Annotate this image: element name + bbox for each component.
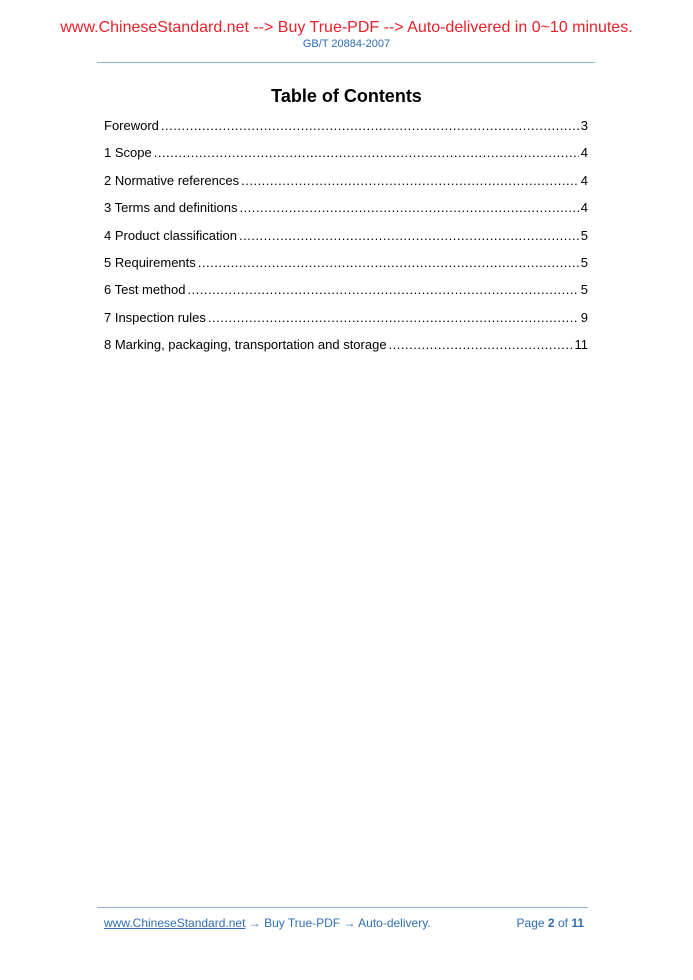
toc-entry-label: 2 Normative references xyxy=(104,172,240,188)
standard-code: GB/T 20884-2007 xyxy=(302,38,391,50)
toc-entry-label: 7 Inspection rules xyxy=(104,309,206,325)
header-divider xyxy=(97,62,595,63)
total-pages-number: 11 xyxy=(571,916,584,930)
toc-entry-normative-references[interactable] xyxy=(104,173,588,200)
page-footer xyxy=(104,915,588,933)
toc-entry-page: 5 xyxy=(580,227,588,243)
toc-entry-requirements[interactable] xyxy=(104,255,588,282)
footer-divider xyxy=(97,907,588,908)
dot-leader xyxy=(161,118,579,134)
toc-entry-page: 5 xyxy=(580,282,588,298)
of-label: of xyxy=(557,916,568,930)
toc-entry-label: 3 Terms and definitions xyxy=(104,200,238,216)
toc-entry-page: 4 xyxy=(580,200,588,216)
toc-entry-page: 4 xyxy=(580,145,588,161)
dot-leader xyxy=(239,200,578,216)
toc-entry-label: 4 Product classification xyxy=(104,227,237,243)
footer-buy-text: Buy True-PDF xyxy=(264,916,341,930)
arrow-right-icon: → xyxy=(248,916,261,930)
footer-delivery-text: Auto-delivery. xyxy=(358,916,431,930)
current-page-number: 2 xyxy=(547,916,555,930)
toc-list xyxy=(104,118,588,365)
dot-leader xyxy=(241,173,579,189)
toc-entry-page: 4 xyxy=(580,172,588,188)
toc-entry-product-classification[interactable] xyxy=(104,228,588,255)
toc-entry-marking-packaging[interactable] xyxy=(104,337,588,364)
footer-promo xyxy=(104,915,431,931)
top-banner[interactable]: www.ChineseStandard.net --> Buy True-PDF --> Auto-delivered in 0~10 minutes. xyxy=(60,19,633,36)
toc-entry-scope[interactable] xyxy=(104,145,588,172)
dot-leader xyxy=(389,337,573,353)
toc-entry-label: 8 Marking, packaging, transportation and storage xyxy=(104,337,387,353)
dot-leader xyxy=(208,310,579,326)
dot-leader xyxy=(239,228,579,244)
page-indicator xyxy=(517,915,584,931)
page-label: Page xyxy=(516,916,545,930)
toc-entry-page: 9 xyxy=(580,309,588,325)
toc-entry-label: 1 Scope xyxy=(104,145,152,161)
toc-entry-label: 6 Test method xyxy=(104,282,186,298)
dot-leader xyxy=(154,145,579,161)
toc-entry-test-method[interactable] xyxy=(104,282,588,309)
toc-entry-label: 5 Requirements xyxy=(104,254,196,270)
toc-entry-label: Foreword xyxy=(104,118,159,133)
dot-leader xyxy=(187,282,578,298)
toc-entry-inspection-rules[interactable] xyxy=(104,310,588,337)
toc-title: Table of Contents xyxy=(271,86,422,106)
footer-site-link[interactable]: www.ChineseStandard.net xyxy=(104,916,246,930)
toc-entry-foreword[interactable] xyxy=(104,118,588,145)
toc-entry-page: 5 xyxy=(580,254,588,270)
dot-leader xyxy=(198,255,579,271)
toc-entry-terms-and-definitions[interactable] xyxy=(104,200,588,227)
toc-entry-page: 3 xyxy=(580,118,588,133)
arrow-right-icon: → xyxy=(343,916,356,930)
toc-entry-page: 11 xyxy=(574,337,588,353)
